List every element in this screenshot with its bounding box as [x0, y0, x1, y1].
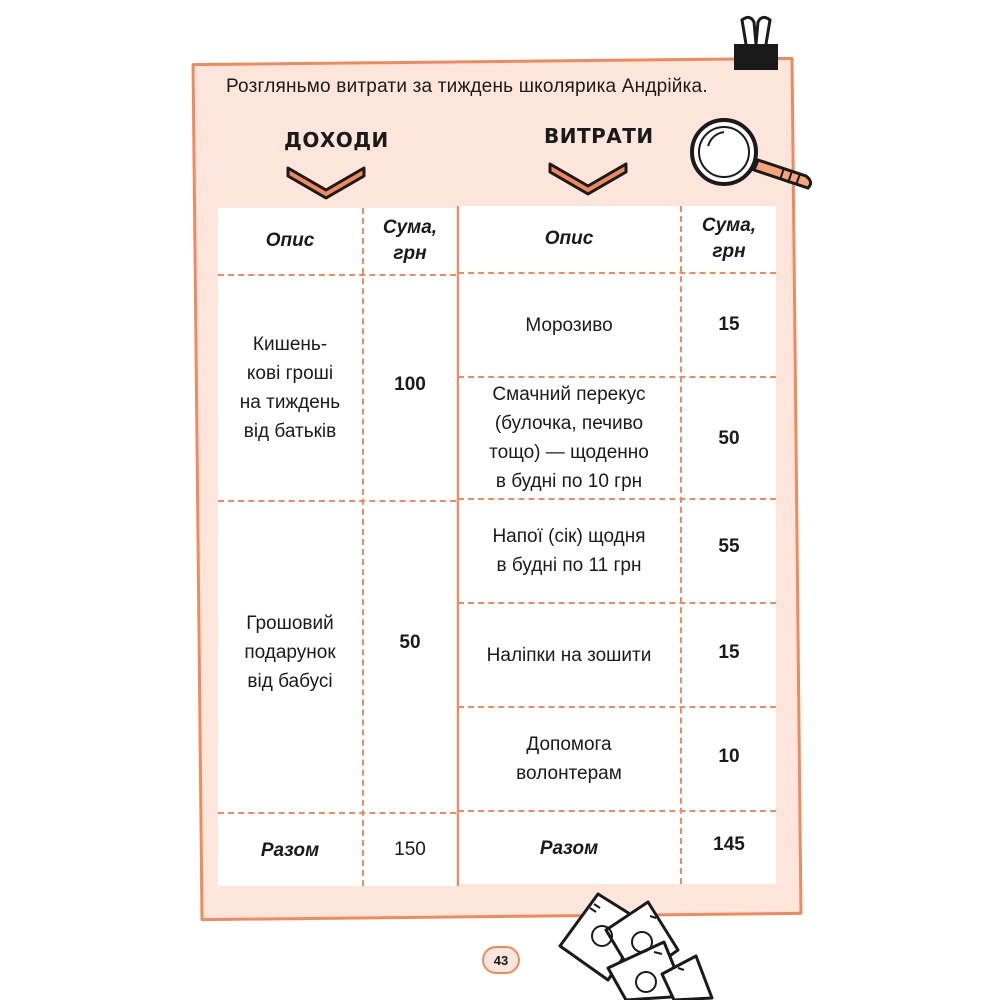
binder-clip-icon — [728, 14, 784, 74]
expense-row-3-desc: Напої (сік) щодня в будні по 11 грн — [492, 526, 646, 576]
expense-row-4-sum: 15 — [718, 641, 740, 663]
income-row-1-sum: 100 — [394, 373, 426, 395]
expense-title: ВИТРАТИ — [544, 124, 654, 148]
expense-row-2-desc: Смачний перекус (булочка, печиво тощо) — щоденно в будні по 10 грн — [489, 384, 649, 492]
magnifier-icon — [688, 116, 818, 196]
expense-row-3-sum: 55 — [718, 535, 740, 557]
intro-text: Розгляньмо витрати за тиждень школярика Андрійка. — [226, 76, 708, 97]
income-col-desc: Опис — [265, 230, 315, 251]
page-number: 43 — [482, 946, 520, 974]
income-total: 150 — [394, 838, 426, 860]
income-title: ДОХОДИ — [284, 128, 389, 152]
expense-row-1-desc: Морозиво — [525, 314, 613, 336]
income-row-2-sum: 50 — [399, 631, 421, 653]
expense-col-desc: Опис — [544, 228, 594, 249]
expense-row-2-sum: 50 — [718, 427, 740, 449]
expense-row-5-sum: 10 — [718, 745, 740, 767]
income-col-sum: Сума, грн — [382, 217, 438, 264]
income-row-1-desc: Кишень- кові гроші на тиждень від батьків — [239, 334, 341, 442]
chevron-down-icon — [546, 156, 630, 196]
income-row-2-desc: Грошовий подарунок від бабусі — [244, 612, 336, 692]
expense-total: 145 — [713, 833, 745, 855]
expense-row-4-desc: Наліпки на зошити — [486, 644, 652, 666]
income-total-label: Разом — [260, 839, 320, 861]
chevron-down-icon — [284, 160, 368, 200]
expense-total-label: Разом — [539, 837, 599, 859]
expense-row-5-desc: Допомога волонтерам — [516, 734, 622, 784]
money-bills-icon — [546, 886, 724, 1000]
expense-col-sum: Сума, грн — [701, 215, 757, 262]
expense-row-1-sum: 15 — [718, 313, 740, 335]
